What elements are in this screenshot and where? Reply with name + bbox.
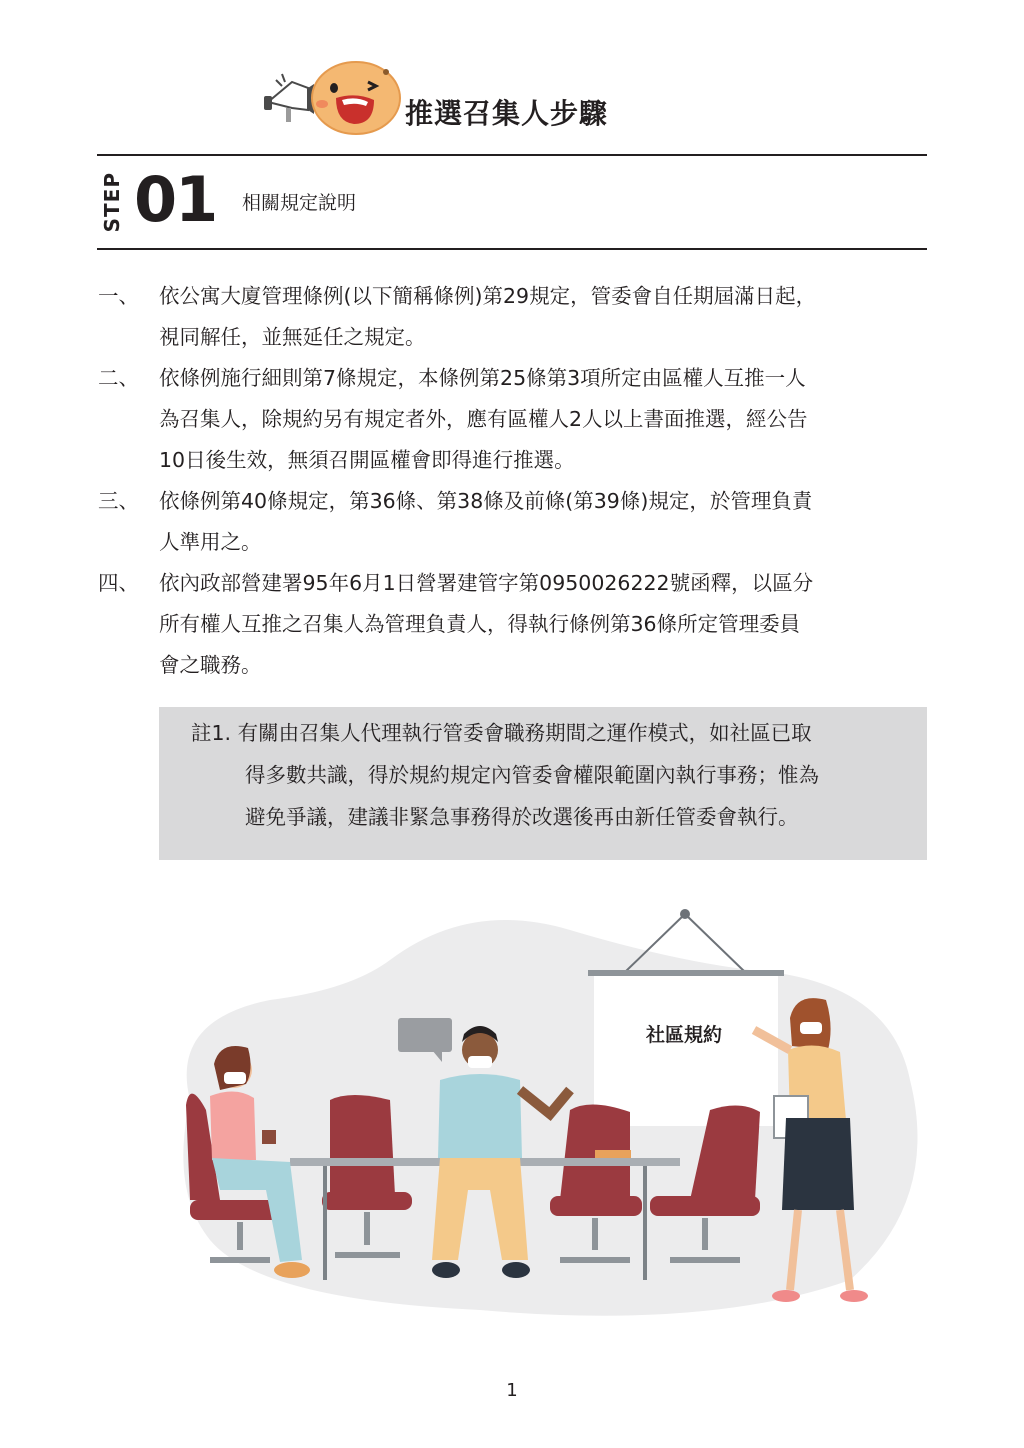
item-line: 會之職務。	[159, 653, 262, 677]
note-line: 註1. 有關由召集人代理執行管委會職務期間之運作模式，如社區已取	[191, 721, 812, 745]
item-line: 依內政部營建署95年6月1日營署建管字第0950026222號函釋，以區分	[159, 571, 814, 595]
item-text	[159, 358, 929, 481]
item-number: 一、	[98, 284, 139, 308]
note-line: 得多數共識，得於規約規定內管委會權限範圍內執行事務；惟為	[245, 763, 819, 787]
item-line: 依條例第40條規定，第36條、第38條及前條(第39條)規定，於管理負責	[159, 489, 813, 513]
header-mascot-group	[262, 58, 402, 138]
note-line: 避免爭議，建議非緊急事務得於改選後再由新任管委會執行。	[245, 805, 799, 829]
item-text	[159, 276, 929, 358]
board-label: 社區規約	[646, 1024, 723, 1046]
divider-top	[97, 154, 927, 156]
item-line: 10日後生效，無須召開區權會即得進行推選。	[159, 448, 575, 472]
step-label: STEP	[100, 172, 124, 233]
item-line: 依條例施行細則第7條規定，本條例第25條第3項所定由區權人互推一人	[159, 366, 806, 390]
item-line: 所有權人互推之召集人為管理負責人，得執行條例第36條所定管理委員	[159, 612, 801, 636]
step-heading: 相關規定說明	[242, 192, 357, 214]
page-title: 推選召集人步驟	[405, 97, 609, 130]
item-number: 三、	[98, 489, 139, 513]
divider-bottom	[97, 248, 927, 250]
shouting-mascot-icon	[312, 62, 400, 134]
step-number: 01	[134, 163, 217, 236]
page-number: 1	[506, 1380, 518, 1401]
note-box	[159, 707, 927, 860]
megaphone-icon	[264, 74, 314, 122]
item-line: 人準用之。	[159, 530, 262, 554]
item-line: 依公寓大廈管理條例(以下簡稱條例)第29規定，管委會自任期屆滿日起，	[159, 284, 817, 308]
item-text	[159, 563, 929, 686]
item-number: 二、	[98, 366, 139, 390]
item-line: 為召集人，除規約另有規定者外，應有區權人2人以上書面推選，經公告	[159, 407, 808, 431]
item-number: 四、	[98, 571, 139, 595]
projector-screen-icon	[588, 909, 784, 1126]
meeting-illustration	[150, 900, 930, 1320]
item-line: 視同解任，並無延任之規定。	[159, 325, 426, 349]
item-text	[159, 481, 929, 563]
